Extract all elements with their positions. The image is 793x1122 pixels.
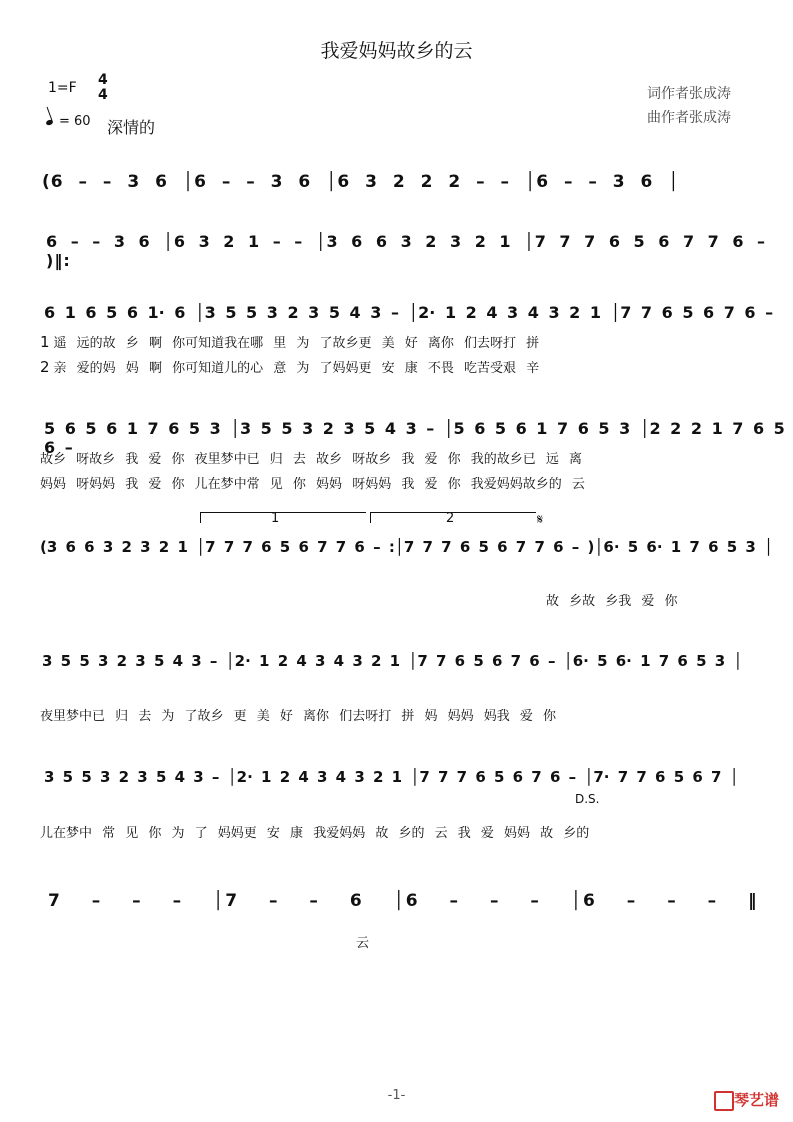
lyric-line <box>40 705 760 724</box>
lyric-line <box>40 822 760 841</box>
time-signature-bottom: 4 <box>98 87 108 103</box>
expression-marking: 深情的 <box>107 118 156 137</box>
music-line: 3 5 5 3 2 3 5 4 3 – │2· 1 2 4 3 4 3 2 1 │7 7 6 5 6 7 6 – │6· 5 6· 1 7 6 5 3 │ <box>42 652 743 670</box>
lyric-text: 故 乡故 乡我 爱 你 <box>546 594 678 609</box>
lyric-verse-1 <box>40 332 760 351</box>
lyric-line <box>546 590 746 609</box>
lyric-text: 夜里梦中已 归 去 为 了故乡 更 美 好 离你 们去呀打 拼 妈 妈妈 妈我 爱 你 <box>40 709 556 724</box>
volta-bracket-2 <box>370 511 536 526</box>
lyric-verse-2 <box>40 357 760 376</box>
volta-number: 2 <box>446 511 455 526</box>
music-line: (3 6 6 3 2 3 2 1 │7 7 7 6 5 6 7 7 6 – :│7 7 7 6 5 6 7 7 6 – )│6· 5 6· 1 7 6 5 3 │ <box>40 538 774 556</box>
tempo-marking <box>46 114 91 129</box>
lyric-text: 故乡 呀故乡 我 爱 你 夜里梦中已 归 去 故乡 呀故乡 我 爱 你 我的故乡已 远 离 <box>40 452 582 467</box>
lyric-verse-2 <box>40 473 760 492</box>
tempo-value: = 60 <box>59 114 91 129</box>
lyric-text: 妈妈 呀妈妈 我 爱 你 儿在梦中常 见 你 妈妈 呀妈妈 我 爱 你 我爱妈妈故乡的 云 <box>40 477 585 492</box>
lyricist-credit: 词作者张成涛 <box>647 86 731 102</box>
music-line: 3 5 5 3 2 3 5 4 3 – │2· 1 2 4 3 4 3 2 1 │7 7 7 6 5 6 7 6 – │7· 7 7 6 5 6 7 │ <box>44 768 739 786</box>
lyric-line <box>356 932 396 951</box>
brand-name: 琴艺谱 <box>734 1091 780 1109</box>
music-line: 6 – – 3 6 │6 3 2 1 – – │3 6 6 3 2 3 2 1 │7 7 7 6 5 6 7 7 6 – )‖: <box>46 232 767 270</box>
quarter-note-icon <box>45 119 53 126</box>
volta-bracket-1 <box>200 511 366 526</box>
lyric-verse-1 <box>40 448 760 467</box>
brand-logo-icon <box>714 1091 734 1111</box>
segno-sign: 𝄋 <box>537 512 544 528</box>
lyric-text: 亲 爱的妈 妈 啊 你可知道儿的心 意 为 了妈妈更 安 康 不畏 吃苦受艰 辛 <box>53 361 540 376</box>
volta-number: 1 <box>271 511 280 526</box>
music-line: (6 – – 3 6 │6 – – 3 6 │6 3 2 2 2 – – │6 – – 3 6 │ <box>42 172 680 192</box>
lyric-text: 遥 远的故 乡 啊 你可知道我在哪 里 为 了故乡更 美 好 离你 们去呀打 拼 <box>53 336 540 351</box>
lyric-text: 云 <box>356 936 370 951</box>
music-line: 7 – – – │7 – – 6 │6 – – – │6 – – – ‖ <box>48 891 759 911</box>
page-number: -1- <box>387 1088 406 1103</box>
music-line: 6 1 6 5 6 1· 6 │3 5 5 3 2 3 5 4 3 – │2· 1 2 4 3 4 3 2 1 │7 7 6 5 6 7 6 – <box>44 303 774 322</box>
verse-number: 1 <box>40 333 50 351</box>
dal-segno: D.S. <box>575 792 600 806</box>
lyric-text: 儿在梦中 常 见 你 为 了 妈妈更 安 康 我爱妈妈 故 乡的 云 我 爱 妈妈 故 乡的 <box>40 826 590 841</box>
time-signature-top: 4 <box>98 72 108 88</box>
composer-credit: 曲作者张成涛 <box>647 110 731 126</box>
verse-number: 2 <box>40 358 50 376</box>
music-line: 5 6 5 6 1 7 6 5 3 │3 5 5 3 2 3 5 4 3 – │5 6 5 6 1 7 6 5 3 │2 2 2 1 7 6 5 6 – <box>44 419 785 457</box>
page-title: 我爱妈妈故乡的云 <box>320 40 473 62</box>
key-signature: 1=F <box>48 80 77 96</box>
